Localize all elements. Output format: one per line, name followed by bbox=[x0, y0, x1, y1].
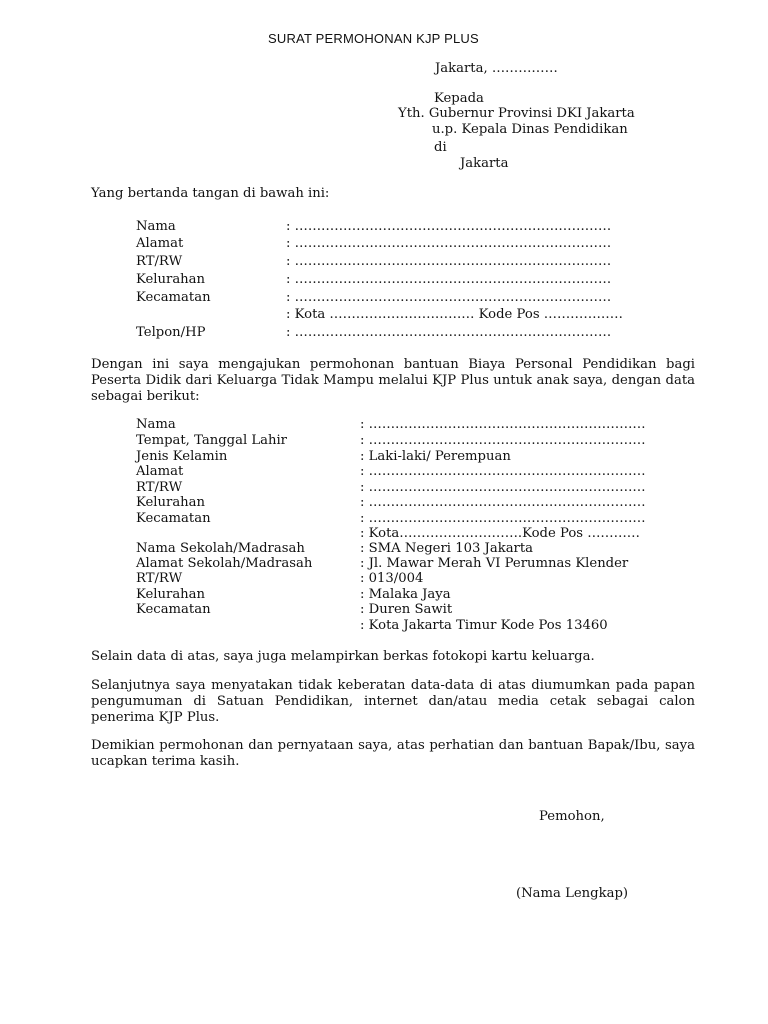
field-label: Nama bbox=[136, 417, 176, 432]
field-value: : ……………………………………………………… bbox=[360, 433, 646, 448]
student-row-sekolah-kota bbox=[136, 618, 696, 634]
field-label: Kelurahan bbox=[136, 272, 206, 287]
field-label: Kelurahan bbox=[136, 495, 206, 510]
recipient-city: Jakarta bbox=[460, 156, 509, 171]
field-label: Kecamatan bbox=[136, 602, 211, 617]
field-label: Alamat bbox=[136, 464, 184, 479]
student-row-sekolah-rtrw bbox=[136, 571, 696, 587]
student-row-kecamatan bbox=[136, 511, 696, 527]
field-value: : ……………………………………………………………… bbox=[286, 325, 612, 340]
field-value: : Kota …………………………… Kode Pos ……………… bbox=[286, 307, 623, 322]
field-value: : ……………………………………………………………… bbox=[286, 236, 612, 251]
field-label: Kecamatan bbox=[136, 290, 211, 305]
field-label: Alamat Sekolah/Madrasah bbox=[136, 556, 313, 571]
field-value: : Jl. Mawar Merah VI Perumnas Klender bbox=[360, 556, 629, 571]
field-value: : ……………………………………………………………… bbox=[286, 272, 612, 287]
student-row-sekolah-kecamatan bbox=[136, 602, 696, 618]
field-label: Nama bbox=[136, 219, 176, 234]
field-value: : ……………………………………………………… bbox=[360, 511, 646, 526]
field-label: Kecamatan bbox=[136, 511, 211, 526]
consent-paragraph: Selanjutnya saya menyatakan tidak keberatan data-data di atas diumumkan pada papan pengumuman di Satuan Pendidikan, internet dan/atau media cetak sebagai calon penerima KJP Plus. bbox=[91, 678, 695, 725]
applicant-row-nama bbox=[136, 219, 676, 235]
applicant-row-telpon bbox=[136, 325, 676, 341]
student-row-kelurahan bbox=[136, 495, 696, 511]
recipient: Yth. Gubernur Provinsi DKI Jakarta bbox=[398, 106, 635, 121]
field-label: Telpon/HP bbox=[136, 325, 206, 340]
field-value: : Duren Sawit bbox=[360, 602, 453, 617]
applicant-row-rtrw bbox=[136, 254, 676, 270]
to-label: Kepada bbox=[434, 91, 484, 106]
student-row-alamat bbox=[136, 464, 696, 480]
student-row-nama-sekolah bbox=[136, 541, 696, 557]
field-value: : ……………………………………………………………… bbox=[286, 290, 612, 305]
student-row-alamat-sekolah bbox=[136, 556, 696, 572]
attention-line: u.p. Kepala Dinas Pendidikan bbox=[432, 122, 628, 137]
applicant-row-kelurahan bbox=[136, 272, 676, 288]
student-row-sekolah-kelurahan bbox=[136, 587, 696, 603]
field-value: : Malaka Jaya bbox=[360, 587, 451, 602]
field-label: Alamat bbox=[136, 236, 184, 251]
field-label: RT/RW bbox=[136, 571, 183, 586]
student-row-nama bbox=[136, 417, 696, 433]
place-date: Jakarta, …………… bbox=[435, 61, 558, 76]
field-label: Jenis Kelamin bbox=[136, 449, 228, 464]
field-label: RT/RW bbox=[136, 254, 183, 269]
request-paragraph: Dengan ini saya mengajukan permohonan bantuan Biaya Personal Pendidikan bagi Peserta Didik dari Keluarga Tidak Mampu melalui KJP Plus untuk anak saya, dengan data sebagai berikut: bbox=[91, 357, 695, 404]
applicant-row-kota bbox=[136, 307, 676, 323]
field-label: RT/RW bbox=[136, 480, 183, 495]
student-row-kota bbox=[136, 526, 696, 542]
student-row-jenis-kelamin bbox=[136, 449, 696, 465]
field-value: : ……………………………………………………… bbox=[360, 480, 646, 495]
letter-title: SURAT PERMOHONAN KJP PLUS bbox=[268, 31, 479, 46]
full-name-label: (Nama Lengkap) bbox=[516, 886, 629, 901]
field-value: : Laki-laki/ Perempuan bbox=[360, 449, 511, 464]
field-value: : SMA Negeri 103 Jakarta bbox=[360, 541, 534, 556]
field-label: Nama Sekolah/Madrasah bbox=[136, 541, 305, 556]
attachment-paragraph: Selain data di atas, saya juga melampirkan berkas fotokopi kartu keluarga. bbox=[91, 649, 595, 664]
applicant-label: Pemohon, bbox=[539, 809, 605, 824]
student-row-rtrw bbox=[136, 480, 696, 496]
field-label: Kelurahan bbox=[136, 587, 206, 602]
field-value: : ……………………………………………………… bbox=[360, 495, 646, 510]
applicant-row-alamat bbox=[136, 236, 676, 252]
field-value: : ……………………………………………………………… bbox=[286, 219, 612, 234]
field-value: : Kota……………………….Kode Pos ………… bbox=[360, 526, 640, 541]
closing-paragraph: Demikian permohonan dan pernyataan saya, atas perhatian dan bantuan Bapak/Ibu, saya ucapkan terima kasih. bbox=[91, 738, 695, 769]
field-value: : ……………………………………………………………… bbox=[286, 254, 612, 269]
intro-text: Yang bertanda tangan di bawah ini: bbox=[91, 186, 330, 201]
applicant-row-kecamatan bbox=[136, 290, 676, 306]
field-value: : 013/004 bbox=[360, 571, 424, 586]
field-value: : Kota Jakarta Timur Kode Pos 13460 bbox=[360, 618, 608, 633]
field-value: : ……………………………………………………… bbox=[360, 464, 646, 479]
at-label: di bbox=[434, 140, 447, 155]
field-value: : ……………………………………………………… bbox=[360, 417, 646, 432]
student-row-ttl bbox=[136, 433, 696, 449]
field-label: Tempat, Tanggal Lahir bbox=[136, 433, 287, 448]
